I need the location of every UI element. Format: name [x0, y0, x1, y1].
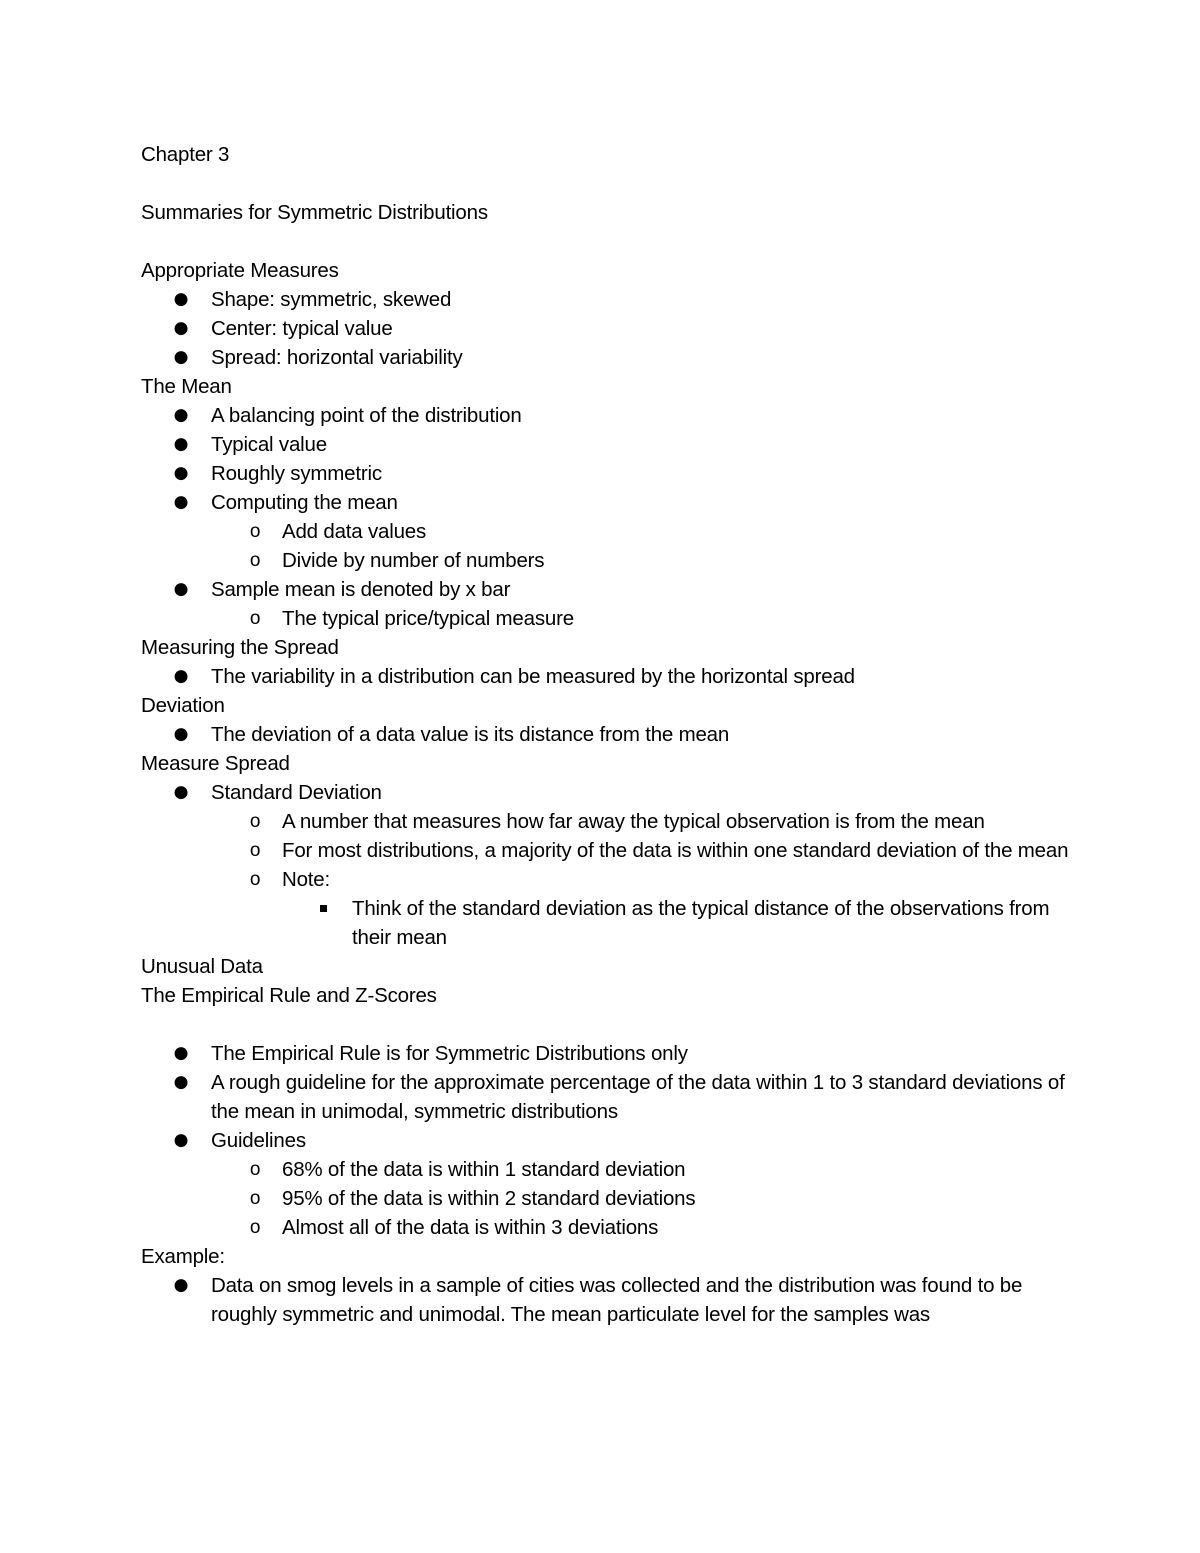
list-item	[141, 1068, 1071, 1126]
list-item-text: Sample mean is denoted by x bar	[211, 578, 511, 601]
section-heading-example: Example:	[141, 1245, 225, 1268]
list-item-text: A balancing point of the distribution	[211, 404, 522, 427]
list-item-text: Guidelines	[211, 1129, 306, 1152]
section-heading-appropriate-measures: Appropriate Measures	[141, 259, 339, 282]
circle-bullet-icon: o	[249, 608, 261, 629]
blank-line	[141, 227, 1071, 256]
blank-line	[141, 169, 1071, 198]
list-item	[141, 778, 1071, 807]
sub-list-item-text: 95% of the data is within 2 standard deviations	[282, 1187, 696, 1210]
list-item-text: The deviation of a data value is its distance from the mean	[211, 723, 730, 746]
document-body	[141, 140, 1071, 1329]
section-heading-deviation: Deviation	[141, 694, 225, 717]
list-item-text: Roughly symmetric	[211, 462, 382, 485]
sub-list-item-text: 68% of the data is within 1 standard deviation	[282, 1158, 686, 1181]
section-heading-empirical-rule: The Empirical Rule and Z-Scores	[141, 984, 437, 1007]
bullet-icon: ●	[173, 405, 189, 425]
section-heading-measuring-spread: Measuring the Spread	[141, 636, 339, 659]
list-item	[141, 488, 1071, 517]
bullet-icon: ●	[173, 782, 189, 802]
list-item-text: The Empirical Rule is for Symmetric Distributions only	[211, 1042, 688, 1065]
list-item	[141, 285, 1071, 314]
list-item	[141, 430, 1071, 459]
section-heading-the-mean: The Mean	[141, 375, 232, 398]
bullet-icon: ●	[173, 289, 189, 309]
list-item-text: The variability in a distribution can be measured by the horizontal spread	[211, 665, 855, 688]
sub-list-item	[141, 604, 1071, 633]
bullet-icon: ●	[173, 318, 189, 338]
circle-bullet-icon: o	[249, 869, 261, 890]
chapter-heading: Chapter 3	[141, 143, 230, 166]
sub-list-item-text: A number that measures how far away the typical observation is from the mean	[282, 810, 985, 833]
sub-sub-list-item-text: Think of the standard deviation as the typical distance of the observations from their mean	[352, 897, 1050, 949]
list-item	[141, 575, 1071, 604]
sub-sub-list-item	[141, 894, 1071, 952]
sub-list-item-text: Divide by number of numbers	[282, 549, 545, 572]
bullet-icon: ●	[173, 347, 189, 367]
bullet-icon: ●	[173, 1275, 189, 1295]
sub-list-item	[141, 1155, 1071, 1184]
sub-list-item-text: Note:	[282, 868, 330, 891]
list-item-text: Spread: horizontal variability	[211, 346, 463, 369]
sub-list-item	[141, 1184, 1071, 1213]
circle-bullet-icon: o	[249, 1159, 261, 1180]
circle-bullet-icon: o	[249, 521, 261, 542]
list-item	[141, 1271, 1071, 1329]
section-heading-measure-spread: Measure Spread	[141, 752, 290, 775]
bullet-icon: ●	[173, 492, 189, 512]
document-title: Summaries for Symmetric Distributions	[141, 201, 488, 224]
bullet-icon: ●	[173, 724, 189, 744]
section-heading-unusual-data: Unusual Data	[141, 955, 263, 978]
list-item-text: Standard Deviation	[211, 781, 382, 804]
bullet-icon: ●	[173, 666, 189, 686]
list-item-text: A rough guideline for the approximate percentage of the data within 1 to 3 standard deviations of the mean in unimodal, symmetric distributions	[211, 1071, 1065, 1123]
list-item-text: Shape: symmetric, skewed	[211, 288, 452, 311]
circle-bullet-icon: o	[249, 1217, 261, 1238]
sub-list-item-text: Almost all of the data is within 3 deviations	[282, 1216, 659, 1239]
sub-list-item-text: The typical price/typical measure	[282, 607, 574, 630]
blank-line	[141, 1010, 1071, 1039]
list-item	[141, 662, 1071, 691]
sub-list-item-text: For most distributions, a majority of the data is within one standard deviation of the mean	[282, 839, 1069, 862]
circle-bullet-icon: o	[249, 1188, 261, 1209]
bullet-icon: ●	[173, 1043, 189, 1063]
list-item	[141, 459, 1071, 488]
list-item	[141, 314, 1071, 343]
list-item-text: Computing the mean	[211, 491, 398, 514]
list-item	[141, 401, 1071, 430]
list-item-text: Typical value	[211, 433, 327, 456]
bullet-icon: ●	[173, 1130, 189, 1150]
bullet-icon: ●	[173, 434, 189, 454]
circle-bullet-icon: o	[249, 811, 261, 832]
list-item	[141, 343, 1071, 372]
sub-list-item	[141, 807, 1071, 836]
list-item	[141, 720, 1071, 749]
sub-list-item	[141, 865, 1071, 894]
sub-list-item	[141, 546, 1071, 575]
bullet-icon: ●	[173, 1072, 189, 1092]
list-item-text: Center: typical value	[211, 317, 393, 340]
list-item	[141, 1039, 1071, 1068]
sub-list-item	[141, 517, 1071, 546]
bullet-icon: ●	[173, 579, 189, 599]
bullet-icon: ●	[173, 463, 189, 483]
list-item	[141, 1126, 1071, 1155]
sub-list-item	[141, 836, 1071, 865]
list-item-text: Data on smog levels in a sample of cities was collected and the distribution was found to be roughly symmetric and unimodal. The mean particulate level for the samples was	[211, 1274, 1023, 1326]
circle-bullet-icon: o	[249, 550, 261, 571]
sub-list-item-text: Add data values	[282, 520, 427, 543]
sub-list-item	[141, 1213, 1071, 1242]
circle-bullet-icon: o	[249, 840, 261, 861]
square-bullet-icon	[313, 894, 333, 923]
